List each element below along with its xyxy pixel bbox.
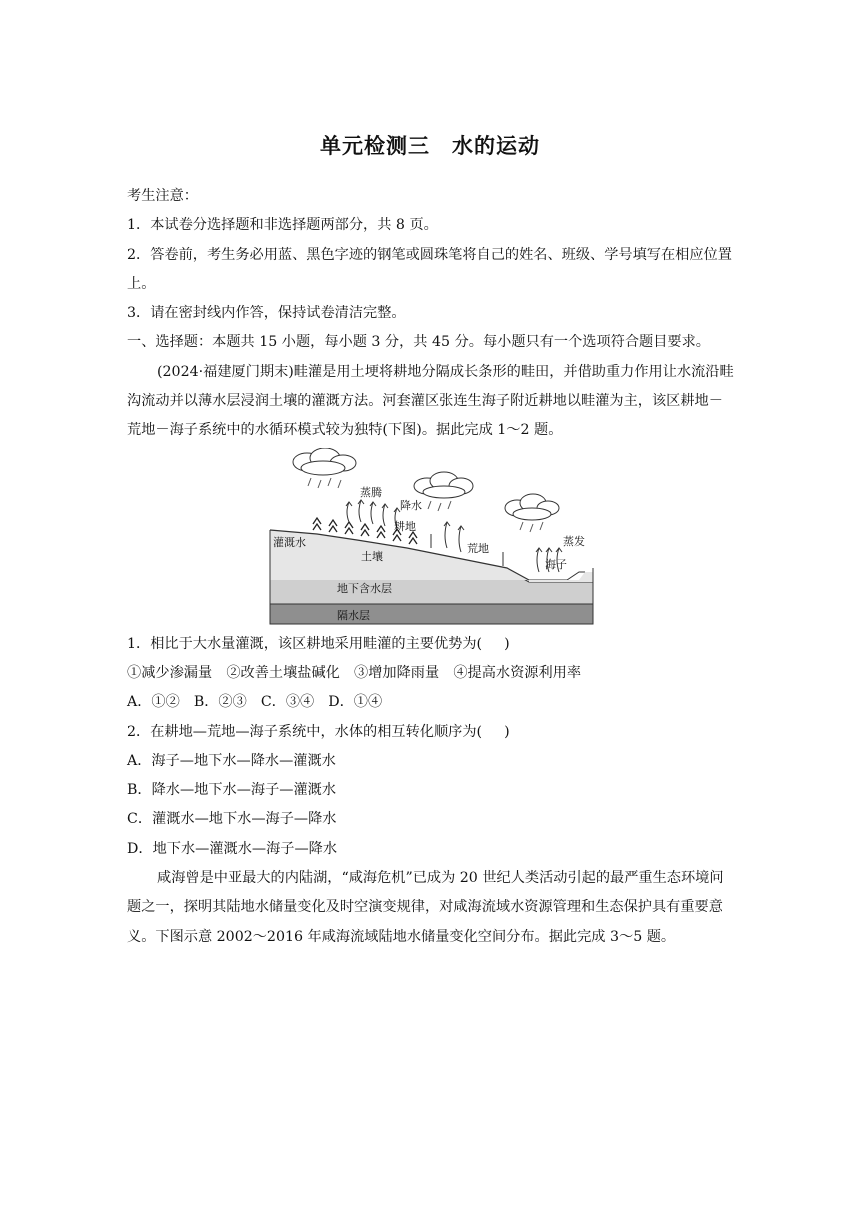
notice-item-1: 1．本试卷分选择题和非选择题两部分，共 8 页。 [127, 217, 438, 234]
aquiclude-layer [270, 604, 593, 624]
title-part2: 水的运动 [452, 134, 540, 158]
soil-layer [270, 530, 529, 580]
question-1-options [127, 688, 737, 717]
section-heading: 一、选择题：本题共 15 小题，每小题 3 分，共 45 分。每小题只有一个选项符合题目要求。 [127, 334, 710, 351]
question-2-option-b: B．降水—地下水—海子—灌溉水 [127, 782, 337, 799]
label-lake: 海子 [545, 557, 567, 571]
cloud-icon [414, 472, 473, 498]
label-soil: 土壤 [361, 549, 383, 563]
label-irrigation-water: 灌溉水 [273, 535, 306, 549]
question-2-option-a: A．海子—地下水—降水—灌溉水 [127, 752, 336, 769]
option-d: D．①④ [328, 694, 383, 711]
option-c: C．③④ [260, 694, 315, 711]
question-2-option-c: C．灌溉水—地下水—海子—降水 [127, 811, 337, 828]
notice-item-3: 3．请在密封线内作答，保持试卷清洁完整。 [127, 305, 406, 322]
label-wasteland: 荒地 [467, 541, 489, 555]
notice-item-2: 2．答卷前，考生务必用蓝、黑色字迹的钢笔或圆珠笔将自己的姓名、班级、学号填写在相应位置上。 [127, 246, 732, 292]
label-transpiration: 蒸腾 [360, 485, 382, 499]
label-evaporation: 蒸发 [563, 534, 585, 548]
label-aquifer: 地下含水层 [337, 581, 392, 595]
passage-1: (2024·福建厦门期末)畦灌是用土埂将耕地分隔成长条形的畦田，并借助重力作用让水流沿畦沟流动并以薄水层浸润土壤的灌溉方法。河套灌区张连生海子附近耕地以畦灌为主，该区耕地－荒地－海子系统中的水循环模式较为独特(下图)。据此完成 1～2 题。 [127, 363, 734, 439]
page-title [0, 130, 860, 160]
label-aquiclude: 隔水层 [337, 608, 370, 622]
question-2-stem: 2．在耕地—荒地—海子系统中，水体的相互转化顺序为( ) [127, 723, 510, 740]
notice-heading: 考生注意： [127, 188, 198, 204]
exam-content [127, 182, 737, 952]
cloud-icon [293, 448, 356, 475]
water-cycle-figure [127, 448, 737, 626]
question-2-option-d: D．地下水—灌溉水—海子—降水 [127, 840, 338, 857]
water-cycle-diagram [267, 448, 597, 626]
label-farmland: 耕地 [394, 519, 416, 533]
option-b: B．②③ [193, 694, 247, 711]
option-a: A．①② [127, 694, 180, 711]
passage-2: 咸海曾是中亚最大的内陆湖，“咸海危机”已成为 20 世纪人类活动引起的最严重生态环境问题之一，探明其陆地水储量变化及时空演变规律，对咸海流域水资源管理和生态保护具有重要意义。下图示意 2002～2016 年咸海流域陆地水储量变化空间分布。据此完成 3～5 题。 [127, 870, 724, 945]
title-part1: 单元检测三 [320, 134, 430, 158]
cloud-icon [505, 494, 559, 520]
question-1-stem: 1．相比于大水量灌溉，该区耕地采用畦灌的主要优势为( ) [127, 635, 510, 652]
label-precipitation: 降水 [400, 498, 422, 512]
question-1-statements: ①减少渗漏量 ②改善土壤盐碱化 ③增加降雨量 ④提高水资源利用率 [127, 664, 582, 681]
